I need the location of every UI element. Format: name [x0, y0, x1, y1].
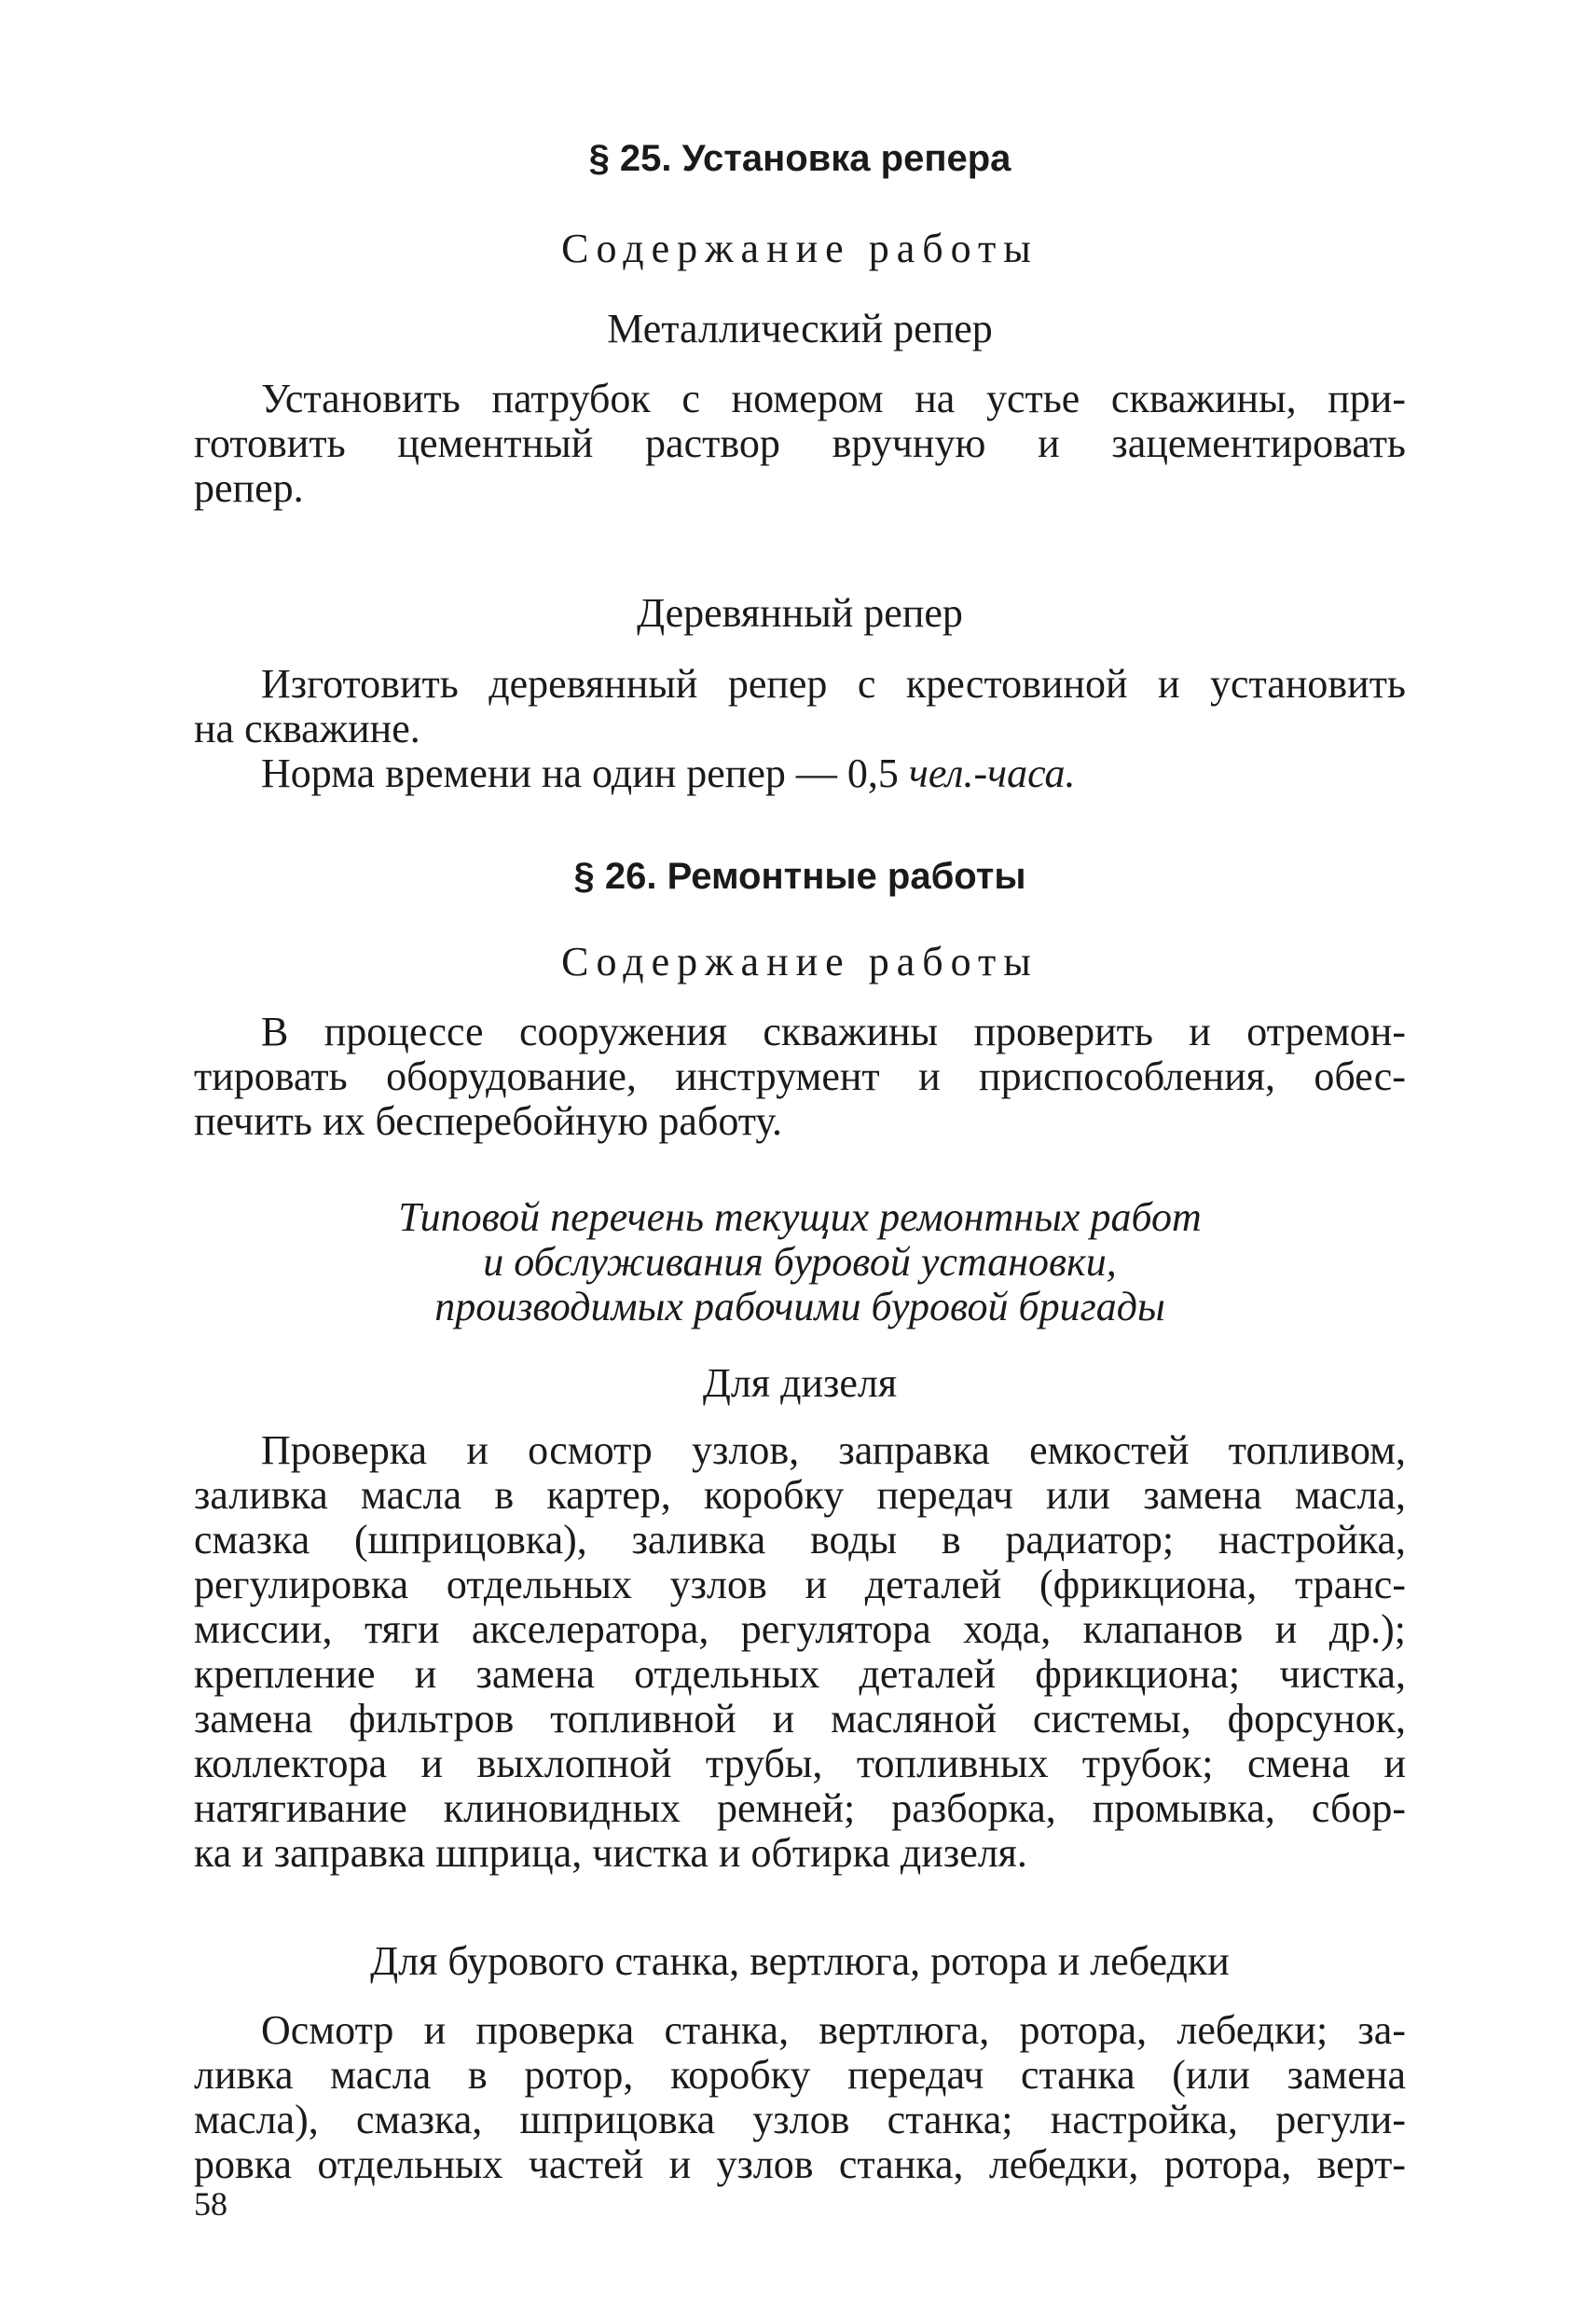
paragraph-line: Проверка и осмотр узлов, заправка емкостей топливом,: [261, 1427, 1406, 1473]
paragraph-line: на скважине.: [194, 706, 420, 751]
section-25-content-title: Содержание работы: [561, 226, 1039, 271]
wood-benchmark-title: Деревянный репер: [637, 590, 963, 636]
paragraph-line: Осмотр и проверка станка, вертлюга, ротора, лебедки; за-: [261, 2007, 1406, 2053]
paragraph-line: репер.: [194, 465, 304, 511]
paragraph-line: печить их бесперебойную работу.: [194, 1098, 782, 1144]
metal-benchmark-title: Металлический репер: [607, 306, 993, 351]
rig-subtitle: Для бурового станка, вертлюга, ротора и лебедки: [370, 1938, 1230, 1984]
paragraph-line: коллектора и выхлопной трубы, топливных трубок; смена и: [194, 1741, 1406, 1786]
paragraph-line: готовить цементный раствор вручную и зацементировать: [194, 420, 1406, 466]
paragraph-line: смазка (шприцовка), заливка воды в радиатор; настройка,: [194, 1517, 1406, 1563]
paragraph-line: Изготовить деревянный репер с крестовиной и установить: [261, 661, 1406, 707]
list-title-line: и обслуживания буровой установки,: [483, 1239, 1117, 1285]
time-norm-text: Норма времени на один репер — 0,5: [261, 750, 909, 796]
diesel-subtitle: Для дизеля: [702, 1360, 898, 1406]
paragraph-line: заливка масла в картер, коробку передач или замена масла,: [194, 1472, 1406, 1518]
list-title-line: производимых рабочими буровой бригады: [434, 1284, 1165, 1329]
paragraph-line: замена фильтров топливной и масляной системы, форсунок,: [194, 1696, 1406, 1742]
paragraph-line: ровка отдельных частей и узлов станка, лебедки, ротора, верт-: [194, 2141, 1406, 2187]
paragraph-line: миссии, тяги акселератора, регулятора хода, клапанов и др.);: [194, 1606, 1406, 1652]
paragraph-line: тировать оборудование, инструмент и приспособления, обес-: [194, 1053, 1406, 1099]
time-norm-unit: чел.-часа.: [908, 750, 1076, 796]
paragraph-line: ка и заправка шприца, чистка и обтирка дизеля.: [194, 1830, 1027, 1876]
paragraph-line: масла), смазка, шприцовка узлов станка; настройка, регули-: [194, 2097, 1406, 2142]
section-26-heading: § 26. Ремонтные работы: [573, 856, 1026, 897]
section-25-heading: § 25. Установка репера: [588, 138, 1011, 179]
paragraph-line: В процессе сооружения скважины проверить и отремон-: [261, 1009, 1406, 1054]
time-norm-line: [194, 746, 1406, 802]
paragraph-line: регулировка отдельных узлов и деталей (фрикциона, транс-: [194, 1562, 1406, 1607]
paragraph-line: Установить патрубок с номером на устье скважины, при-: [261, 376, 1406, 421]
paragraph-line: ливка масла в ротор, коробку передач станка (или замена: [194, 2052, 1406, 2098]
page-number: 58: [194, 2185, 227, 2223]
section-26-content-title: Содержание работы: [561, 939, 1039, 984]
paragraph-line: крепление и замена отдельных деталей фрикциона; чистка,: [194, 1651, 1406, 1697]
paragraph-line: натягивание клиновидных ремней; разборка, промывка, сбор-: [194, 1785, 1406, 1831]
list-title-line: Типовой перечень текущих ремонтных работ: [398, 1194, 1202, 1240]
